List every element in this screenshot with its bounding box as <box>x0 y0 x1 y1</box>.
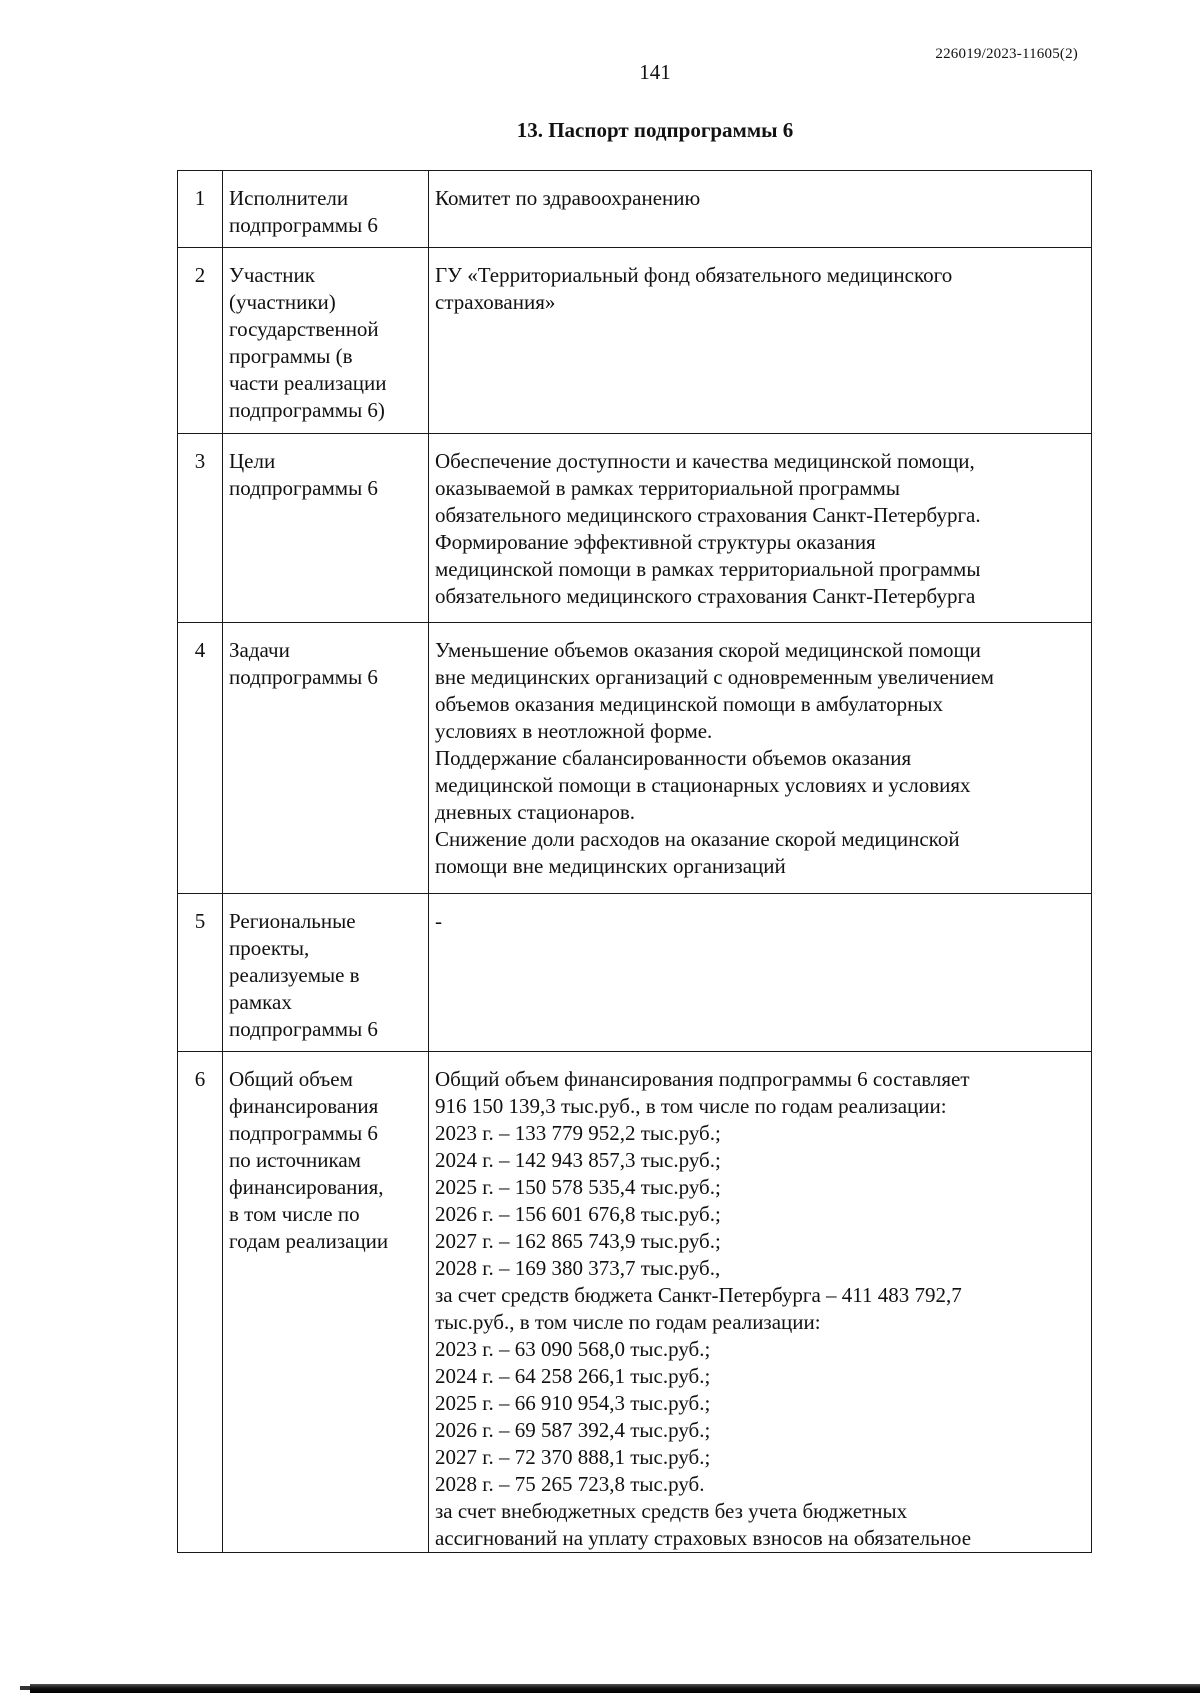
label-line: Региональные <box>229 909 356 933</box>
value-line: 2025 г. – 66 910 954,3 тыс.руб.; <box>435 1391 711 1415</box>
label-line: части реализации <box>229 371 387 395</box>
table-row <box>178 248 1092 434</box>
passport-table-body <box>178 171 1092 1553</box>
value-line: 2027 г. – 162 865 743,9 тыс.руб.; <box>435 1229 721 1253</box>
row-number: 5 <box>178 894 223 1052</box>
row-label <box>223 248 429 434</box>
label-line: Участник <box>229 263 315 287</box>
row-value <box>429 171 1092 248</box>
row-number: 6 <box>178 1052 223 1553</box>
value-line: обязательного медицинского страхования Санкт-Петербурга. <box>435 503 981 527</box>
value-line: 916 150 139,3 тыс.руб., в том числе по годам реализации: <box>435 1094 947 1118</box>
value-line: 2028 г. – 169 380 373,7 тыс.руб., <box>435 1256 721 1280</box>
value-line: - <box>435 909 442 933</box>
row-value <box>429 623 1092 894</box>
row-label <box>223 1052 429 1553</box>
value-line: объемов оказания медицинской помощи в амбулаторных <box>435 692 943 716</box>
page-title: 13. Паспорт подпрограммы 6 <box>516 118 794 142</box>
row-label <box>223 623 429 894</box>
value-line: 2028 г. – 75 265 723,8 тыс.руб. <box>435 1472 705 1496</box>
row-number: 1 <box>178 171 223 248</box>
value-line: Уменьшение объемов оказания скорой медицинской помощи <box>435 638 981 662</box>
value-line: тыс.руб., в том числе по годам реализации: <box>435 1310 821 1334</box>
table-row <box>178 623 1092 894</box>
label-line: финансирования <box>229 1094 379 1118</box>
table-row <box>178 894 1092 1052</box>
page-number: 141 <box>639 60 671 84</box>
value-line: 2027 г. – 72 370 888,1 тыс.руб.; <box>435 1445 711 1469</box>
value-line: медицинской помощи в стационарных условиях и условиях <box>435 773 971 797</box>
value-line: 2026 г. – 156 601 676,8 тыс.руб.; <box>435 1202 721 1226</box>
value-line: вне медицинских организаций с одновременным увеличением <box>435 665 994 689</box>
label-line: годам реализации <box>229 1229 389 1253</box>
row-number: 3 <box>178 434 223 623</box>
value-line: ГУ «Территориальный фонд обязательного медицинского <box>435 263 953 287</box>
label-line: подпрограммы 6 <box>229 1017 378 1041</box>
value-line: страхования» <box>435 290 556 314</box>
table-row <box>178 171 1092 248</box>
label-line: Исполнители <box>229 186 349 210</box>
row-label <box>223 434 429 623</box>
label-line: в том числе по <box>229 1202 360 1226</box>
value-line: 2023 г. – 63 090 568,0 тыс.руб.; <box>435 1337 711 1361</box>
value-line: дневных стационаров. <box>435 800 636 824</box>
row-value <box>429 248 1092 434</box>
label-line: Задачи <box>229 638 290 662</box>
value-line: за счет средств бюджета Санкт-Петербурга – 411 483 792,7 <box>435 1283 962 1307</box>
label-line: реализуемые в <box>229 963 360 987</box>
row-value <box>429 434 1092 623</box>
label-line: подпрограммы 6 <box>229 665 378 689</box>
label-line: подпрограммы 6 <box>229 1121 378 1145</box>
value-line: 2023 г. – 133 779 952,2 тыс.руб.; <box>435 1121 721 1145</box>
row-number: 2 <box>178 248 223 434</box>
label-line: финансирования, <box>229 1175 384 1199</box>
value-line: Обеспечение доступности и качества медицинской помощи, <box>435 449 975 473</box>
label-line: программы (в <box>229 344 353 368</box>
label-line: (участники) <box>229 290 336 314</box>
value-line: медицинской помощи в рамках территориальной программы <box>435 557 981 581</box>
row-label <box>223 894 429 1052</box>
value-line: Комитет по здравоохранению <box>435 186 701 210</box>
row-number: 4 <box>178 623 223 894</box>
label-line: подпрограммы 6 <box>229 213 378 237</box>
value-line: 2026 г. – 69 587 392,4 тыс.руб.; <box>435 1418 711 1442</box>
row-value <box>429 894 1092 1052</box>
value-line: обязательного медицинского страхования Санкт-Петербурга <box>435 584 976 608</box>
row-label <box>223 171 429 248</box>
label-line: по источникам <box>229 1148 361 1172</box>
document-id: 226019/2023-11605(2) <box>935 46 1078 62</box>
value-line: 2025 г. – 150 578 535,4 тыс.руб.; <box>435 1175 721 1199</box>
value-line: 2024 г. – 142 943 857,3 тыс.руб.; <box>435 1148 721 1172</box>
label-line: проекты, <box>229 936 310 960</box>
label-line: Общий объем <box>229 1067 353 1091</box>
label-line: рамках <box>229 990 292 1014</box>
value-line: Формирование эффективной структуры оказания <box>435 530 876 554</box>
value-line: 2024 г. – 64 258 266,1 тыс.руб.; <box>435 1364 711 1388</box>
table-row <box>178 434 1092 623</box>
value-line: Снижение доли расходов на оказание скорой медицинской <box>435 827 960 851</box>
label-line: подпрограммы 6) <box>229 398 385 422</box>
value-line: оказываемой в рамках территориальной программы <box>435 476 900 500</box>
passport-table <box>177 170 1092 1553</box>
value-line: помощи вне медицинских организаций <box>435 854 786 878</box>
label-line: подпрограммы 6 <box>229 476 378 500</box>
value-line: за счет внебюджетных средств без учета бюджетных <box>435 1499 908 1523</box>
value-line: условиях в неотложной форме. <box>435 719 713 743</box>
row-value <box>429 1052 1092 1553</box>
scan-border-line <box>30 1684 1200 1693</box>
table-row <box>178 1052 1092 1553</box>
value-line: Общий объем финансирования подпрограммы 6 составляет <box>435 1067 970 1091</box>
label-line: государственной <box>229 317 379 341</box>
value-line: Поддержание сбалансированности объемов оказания <box>435 746 912 770</box>
label-line: Цели <box>229 449 276 473</box>
value-line: ассигнований на уплату страховых взносов на обязательное <box>435 1526 972 1550</box>
